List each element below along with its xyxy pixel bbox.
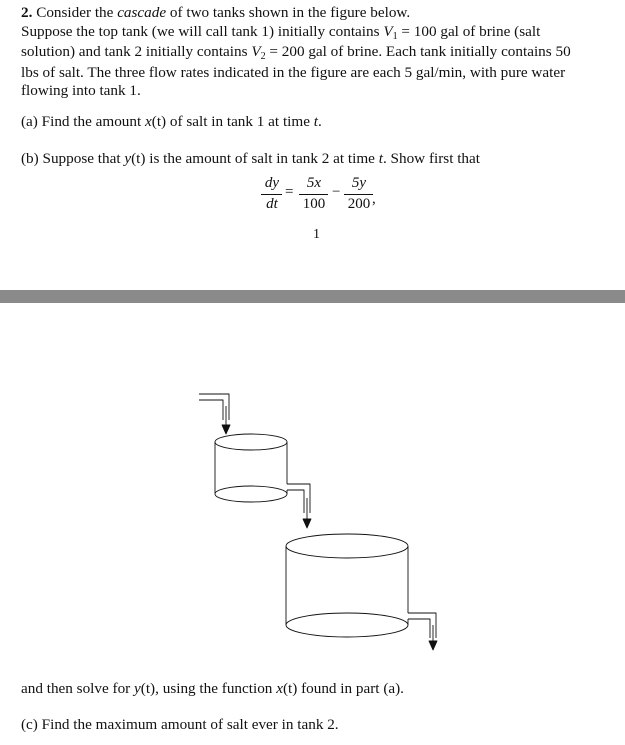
solve-text-a: and then solve for: [21, 680, 131, 697]
solve-text-c: found in part (a).: [301, 680, 404, 697]
lhs-denominator: dt: [266, 196, 278, 212]
lhs-fraction-bar: [261, 194, 282, 195]
intro-text: Consider the: [36, 4, 114, 21]
term1-fraction-bar: [299, 194, 328, 195]
tank-cascade-figure: [0, 303, 625, 675]
term2-denominator: 200: [347, 196, 371, 212]
page-divider: [0, 290, 625, 303]
v2-value: = 200 gal of brine. Each tank initially contains 50: [269, 43, 571, 60]
part-a-label: (a) Find the amount: [21, 113, 142, 130]
part-b-func: y: [124, 150, 132, 167]
part-a-rest: of salt in tank 1 at time: [169, 113, 310, 130]
v2-subscript: 2: [260, 51, 266, 62]
solve-y: y: [134, 680, 141, 697]
solve-x: x: [276, 680, 283, 697]
line3-text: solution) and tank 2 initially contains: [21, 43, 248, 60]
term2-numerator: [346, 175, 372, 192]
minus-sign: −: [332, 184, 341, 200]
term2-fraction-bar: [344, 194, 373, 195]
line2-text: Suppose the top tank (we will call tank 1) initially contains: [21, 22, 380, 40]
lhs-numerator: dy: [264, 175, 280, 191]
part-b-rest: is the amount of salt in tank 2 at time: [149, 150, 375, 167]
equals-sign: =: [285, 184, 294, 200]
problem-statement: [21, 4, 613, 101]
intro-text-end: of two tanks shown in the figure below.: [169, 4, 411, 21]
part-b-end: . Show first that: [382, 150, 480, 167]
solve-instruction: [21, 680, 613, 699]
problem-number: 2.: [21, 4, 33, 21]
part-a-end: .: [317, 113, 322, 130]
v1-value: = 100 gal of brine (salt: [401, 22, 541, 40]
part-b-arg: (t): [131, 150, 146, 167]
part-a-arg: (t): [151, 113, 167, 130]
line4-text: lbs of salt. The three flow rates indicated in the figure are each 5 gal/min, with pure water: [21, 63, 566, 81]
part-b-t: t: [378, 150, 383, 167]
part-a-t: t: [313, 113, 318, 130]
part-c-text: (c) Find the maximum amount of salt ever in tank 2.: [21, 716, 339, 733]
tank-1: [215, 434, 287, 502]
term2-numerator-text: 5y: [351, 175, 367, 191]
term1-numerator: [301, 175, 327, 192]
line5-text: flowing into tank 1.: [21, 82, 141, 99]
v1-symbol: V: [383, 22, 393, 40]
part-c: [21, 716, 613, 735]
tank-diagram: [0, 303, 625, 675]
page-top: [0, 0, 625, 290]
solve-text-b: using the function: [162, 680, 273, 697]
outflow-arrow-head: [429, 641, 437, 650]
v2-symbol: V: [251, 43, 261, 60]
inflow-pipe: [199, 394, 229, 420]
solve-arg1: (t),: [140, 680, 159, 697]
transfer-arrow-head: [303, 519, 311, 528]
tank-2: [286, 534, 408, 637]
part-a-func: x: [145, 113, 152, 130]
part-b: [21, 150, 613, 169]
cascade-word: cascade: [117, 4, 167, 21]
tank2-outflow-pipe: [408, 613, 436, 638]
solve-arg2: (t): [282, 680, 298, 697]
part-a: [21, 113, 613, 132]
inflow-arrow-head: [222, 425, 230, 434]
page-number: 1: [313, 227, 320, 242]
term1-numerator-text: 5x: [306, 175, 322, 191]
v1-subscript: 1: [392, 30, 398, 42]
equation-comma: ,: [372, 191, 376, 207]
part-b-label: (b) Suppose that: [21, 150, 121, 167]
term1-denominator: 100: [302, 196, 326, 212]
